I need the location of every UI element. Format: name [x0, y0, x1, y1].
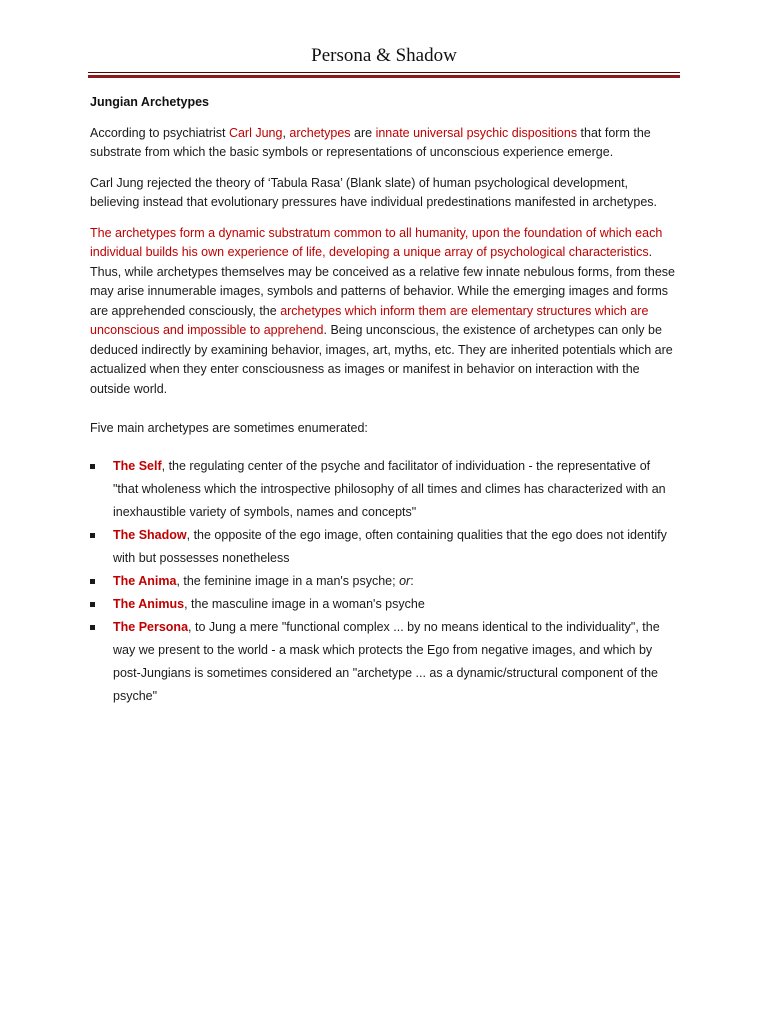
text: , the opposite of the ego image, often containing qualities that the ego does not identify with but possesses nonetheless — [113, 527, 667, 565]
link-the-self[interactable]: The Self — [113, 458, 162, 473]
archetype-list — [90, 455, 678, 708]
text: are — [350, 125, 376, 140]
link-the-anima[interactable]: The Anima — [113, 573, 177, 588]
text: , the feminine image in a man's psyche; — [176, 573, 400, 588]
highlight-substratum: The archetypes form a dynamic substratum common to all humanity, upon the foundation of which each individual builds his own experience of life, developing a unique array of psychological characteristics — [90, 225, 663, 259]
list-item — [90, 455, 678, 524]
paragraph-five-archetypes: Five main archetypes are sometimes enumerated: — [90, 421, 368, 435]
square-bullet-icon — [90, 579, 95, 584]
list-item — [90, 570, 678, 593]
text-emphasis: or — [399, 573, 411, 588]
list-item — [90, 524, 678, 570]
document-body — [90, 93, 678, 708]
section-heading: Jungian Archetypes — [90, 95, 210, 109]
link-the-persona[interactable]: The Persona — [113, 619, 189, 634]
link-archetypes[interactable]: archetypes — [289, 125, 351, 140]
paragraph-intro — [90, 124, 678, 163]
list-item — [90, 593, 678, 616]
text: . Being unconscious, the existence of archetypes can only be deduced indirectly by examining behavior, images, art, myths, etc. They are inherited potentials which are actualized when they enter consciousness as images or manifest in behavior on interaction with the outside world. — [90, 323, 673, 396]
link-innate-dispositions[interactable]: innate universal psychic dispositions — [375, 125, 578, 140]
text: , the masculine image in a woman's psyche — [184, 596, 425, 611]
list-item — [90, 616, 678, 708]
text: : — [410, 573, 414, 588]
paragraph-tabula-rasa: Carl Jung rejected the theory of ‘Tabula Rasa’ (Blank slate) of human psychological development, believing instead that evolutionary pressures have individual predestinations manifested in archetypes. — [90, 175, 658, 209]
link-carl-jung[interactable]: Carl Jung — [228, 125, 283, 140]
text: , to Jung a mere "functional complex ... by no means identical to the individuality", the way we present to the world - a mask which protects the Ego from negative images, and which by post-Jungians is sometimes considered an "archetype ... as a dynamic/structural component of the psyche" — [113, 619, 660, 703]
text: , — [282, 125, 290, 140]
paragraph-substratum — [90, 224, 678, 400]
page-header-title: Persona & Shadow — [311, 45, 457, 66]
link-the-animus[interactable]: The Animus — [113, 596, 185, 611]
highlight-elementary-structures: archetypes which inform them are elementary structures which are unconscious and impossible to apprehend — [90, 303, 649, 337]
header-rule-thin — [88, 72, 680, 73]
text: that form the substrate from which the basic symbols or representations of unconscious experience emerge. — [90, 125, 651, 159]
square-bullet-icon — [90, 602, 95, 607]
square-bullet-icon — [90, 533, 95, 538]
text: According to psychiatrist — [90, 125, 229, 140]
link-the-shadow[interactable]: The Shadow — [113, 527, 187, 542]
square-bullet-icon — [90, 625, 95, 630]
text: , the regulating center of the psyche and facilitator of individuation - the representative of "that wholeness which the introspective philosophy of all times and climes has characterized with an inexhaustible variety of symbols, names and concepts" — [113, 458, 666, 519]
header-rule-thick — [88, 75, 680, 78]
text: . Thus, while archetypes themselves may be conceived as a relative few innate nebulous forms, from these may arise innumerable images, symbols and patterns of behavior. While the emerging images and forms are apprehended consciously, the — [90, 245, 676, 318]
square-bullet-icon — [90, 464, 95, 469]
